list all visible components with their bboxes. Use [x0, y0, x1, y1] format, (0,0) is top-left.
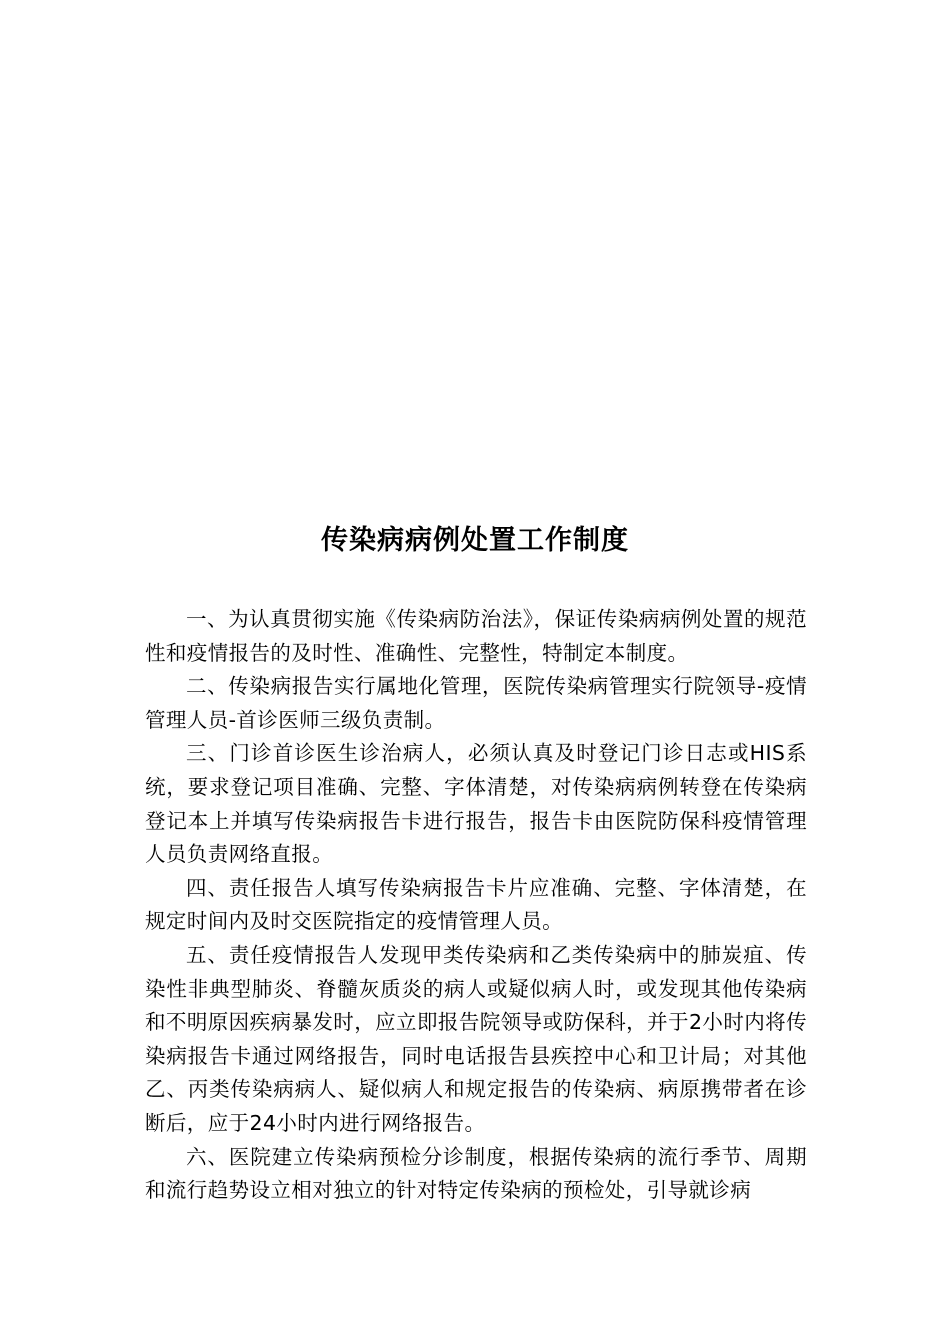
paragraph-6: 六、医院建立传染病预检分诊制度，根据传染病的流行季节、周期和流行趋势设立相对独立的针对特定传染病的预检处，引导就诊病 [145, 1144, 807, 1203]
paragraph-3: 三、门诊首诊医生诊治病人，必须认真及时登记门诊日志或HIS系统，要求登记项目准确、完整、字体清楚，对传染病病例转登在传染病登记本上并填写传染病报告卡进行报告，报告卡由医院防保科疫情管理人员负责网络直报。 [145, 741, 807, 867]
paragraph-4: 四、责任报告人填写传染病报告卡片应准确、完整、字体清楚，在规定时间内及时交医院指定的疫情管理人员。 [145, 875, 807, 934]
paragraph-1: 一、为认真贯彻实施《传染病防治法》，保证传染病病例处置的规范性和疫情报告的及时性、准确性、完整性，特制定本制度。 [145, 607, 807, 665]
paragraph-2: 二、传染病报告实行属地化管理，医院传染病管理实行院领导-疫情管理人员-首诊医师三级负责制。 [145, 674, 807, 732]
document-body [145, 603, 807, 1208]
paragraph-5: 五、责任疫情报告人发现甲类传染病和乙类传染病中的肺炭疽、传染性非典型肺炎、脊髓灰质炎的病人或疑似病人时，或发现其他传染病和不明原因疾病暴发时，应立即报告院领导或防保科，并于2小时内将传染病报告卡通过网络报告，同时电话报告县疾控中心和卫计局；对其他乙、丙类传染病病人、疑似病人和规定报告的传染病、病原携带者在诊断后，应于24小时内进行网络报告。 [145, 942, 807, 1135]
document-title: 传染病病例处置工作制度 [321, 525, 629, 556]
